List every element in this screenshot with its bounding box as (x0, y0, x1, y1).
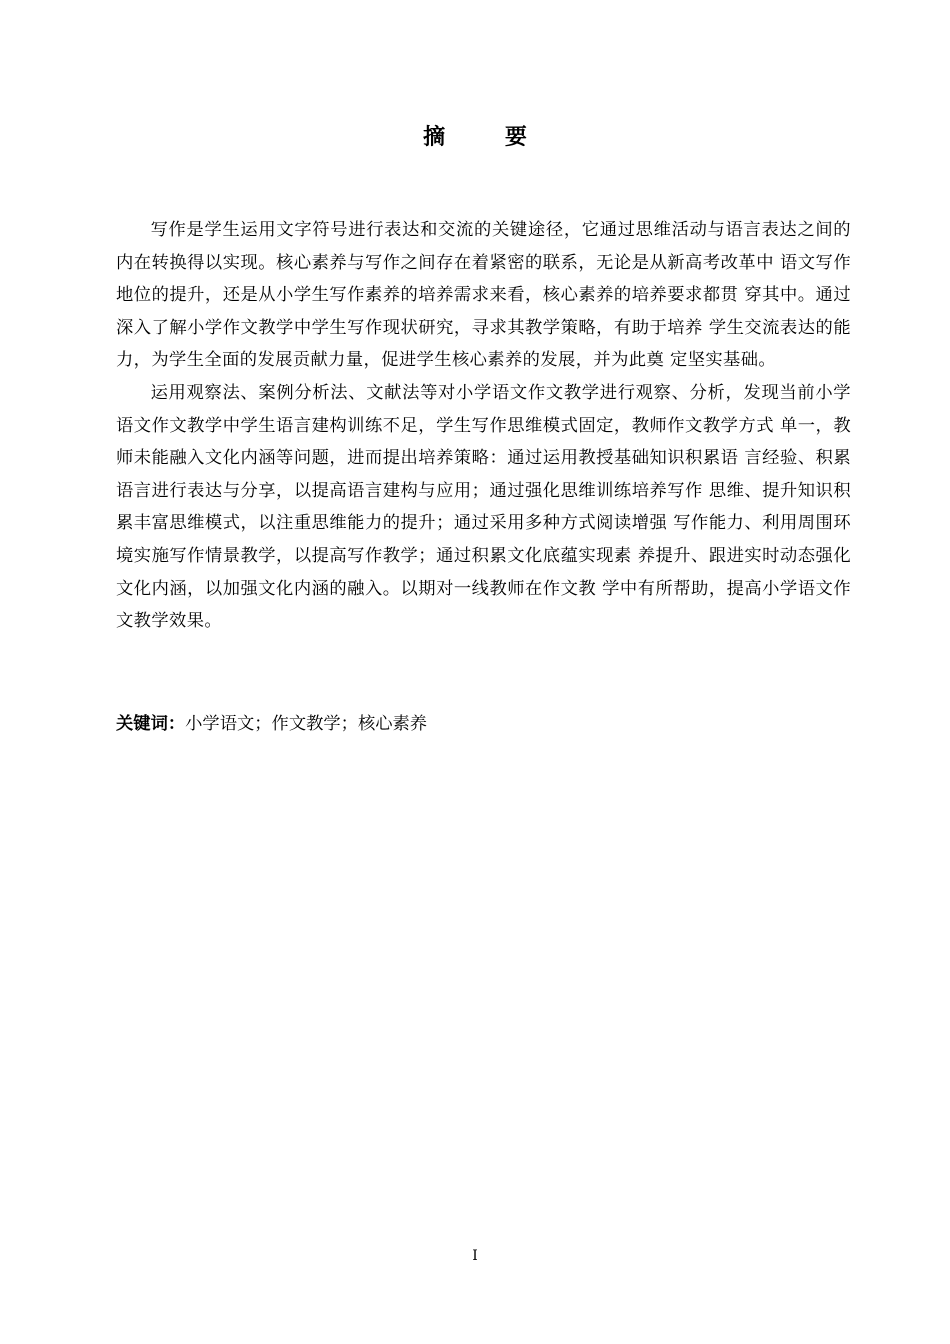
abstract-paragraph-2: 运用观察法、案例分析法、文献法等对小学语文作文教学进行观察、分析，发现当前小学语文作文教学中学生语言建构训练不足，学生写作思维模式固定，教师作文教学方式 单一，教师未能融入文化内涵等问题，进而提出培养策略：通过运用教授基础知识积累语 言经验、积累语言进行表达与分享，以提高语言建构与应用；通过强化思维训练培养写作 思维、提升知识积累丰富思维模式，以注重思维能力的提升；通过采用多种方式阅读增强 写作能力、利用周围环境实施写作情景教学，以提高写作教学；通过积累文化底蕴实现素 养提升、跟进实时动态强化文化内涵，以加强文化内涵的融入。以期对一线教师在作文教 学中有所帮助，提高小学语文作文教学效果。 (116, 382, 851, 632)
keywords-value: 小学语文；作文教学；核心素养 (185, 714, 428, 734)
abstract-body (116, 214, 851, 638)
page-title: 摘 要 (423, 125, 553, 150)
keywords-label: 关键词： (116, 714, 186, 734)
page-number: I (472, 1248, 478, 1264)
keywords-line (116, 708, 851, 740)
abstract-paragraph-1: 写作是学生运用文字符号进行表达和交流的关键途径，它通过思维活动与语言表达之间的内在转换得以实现。核心素养与写作之间存在着紧密的联系，无论是从新高考改革中 语文写作地位的提升，还是从小学生写作素养的培养需求来看，核心素养的培养要求都贯 穿其中。通过深入了解小学作文教学中学生写作现状研究，寻求其教学策略，有助于培养 学生交流表达的能力，为学生全面的发展贡献力量，促进学生核心素养的发展，并为此奠 定坚实基础。 (116, 220, 851, 371)
